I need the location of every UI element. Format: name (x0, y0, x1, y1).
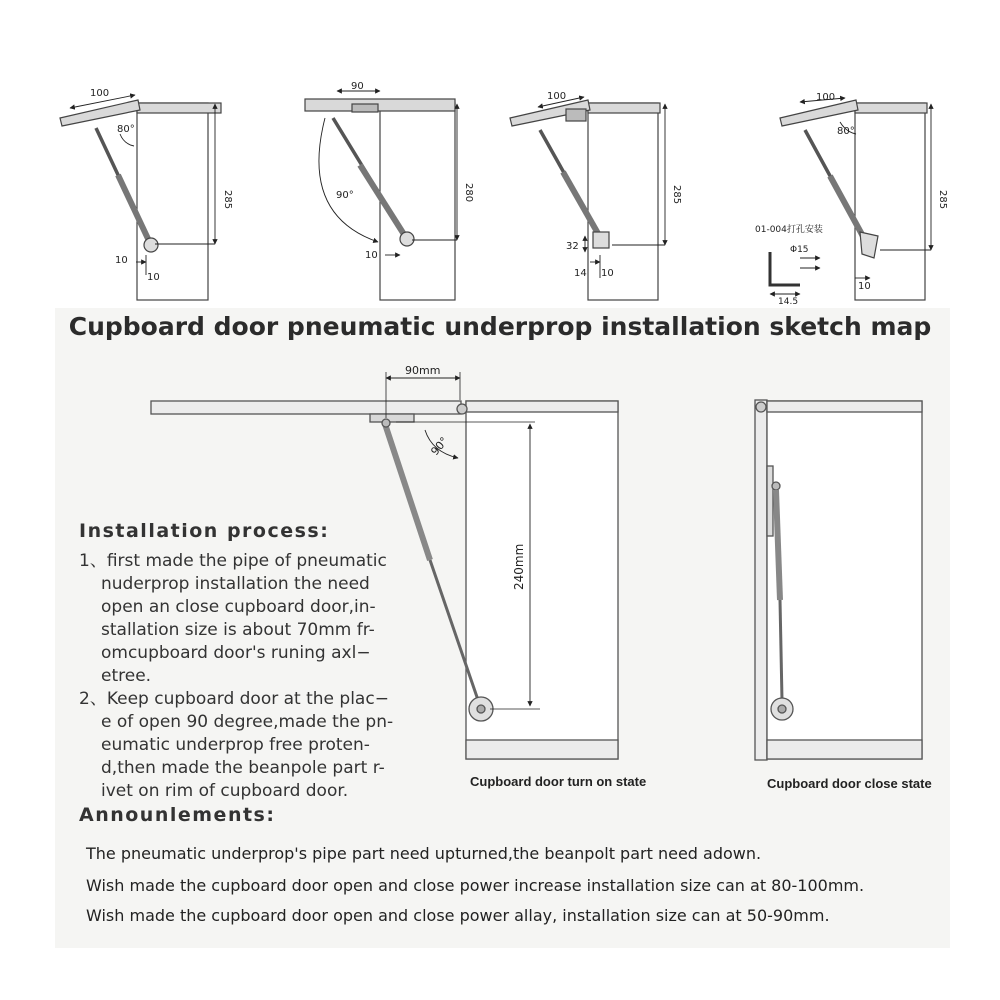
cabinet-top-panel (466, 401, 618, 412)
strut-rod (780, 600, 782, 700)
step1-line: omcupboard door's runing axl− (101, 643, 371, 663)
dim-height-1: 285 (222, 190, 233, 210)
part-label: 01-004打孔安装 (755, 225, 823, 235)
dim-height-2: 280 (463, 183, 474, 203)
main-width-label: 90mm (405, 364, 441, 377)
dim-width-2: 90 (351, 81, 364, 92)
upper-mount (382, 419, 390, 427)
cabinet-body (588, 103, 658, 300)
step2-line: eumatic underprop free proten- (101, 735, 370, 755)
dim-offset-1b: 10 (147, 272, 160, 283)
step2-line: d,then made the beanpole part r- (101, 758, 385, 778)
step1-line: nuderprop installation the need (101, 574, 370, 594)
strut-mount (400, 232, 414, 246)
opened-door (780, 100, 858, 126)
cabinet-top (588, 103, 660, 113)
cabinet-top-panel (767, 401, 922, 412)
dim-width-4: 100 (816, 92, 836, 103)
strut-cylinder (385, 424, 430, 560)
close-state-caption: Cupboard door close state (767, 776, 932, 791)
top-diagram-3 (510, 97, 665, 300)
step2-line: ivet on rim of cupboard door. (101, 781, 349, 801)
cabinet-body (380, 103, 455, 300)
door-hinge-pivot (756, 402, 766, 412)
opened-door (60, 100, 140, 126)
cabinet-top (855, 103, 927, 113)
strut-mount (144, 238, 158, 252)
upper-bracket (767, 466, 773, 536)
installation-step-2 (79, 688, 393, 803)
main-angle-label: 90° (428, 434, 451, 458)
step1-line: open an close cupboard door,in- (101, 597, 376, 617)
announcements-heading: Announlements: (79, 804, 276, 826)
dim-width-1: 100 (90, 88, 110, 99)
hole-diameter: Φ15 (790, 245, 809, 255)
closed-door-panel (755, 400, 767, 760)
step1-line: stallation size is about 70mm fr- (101, 620, 375, 640)
cabinet-bottom-panel (466, 740, 618, 759)
page-title: Cupboard door pneumatic underprop installation sketch map (68, 312, 932, 341)
dim-angle-2: 90° (336, 190, 354, 201)
dim-offset-4: 10 (858, 281, 871, 292)
announcement-line-1: The pneumatic underprop's pipe part need upturned,the beanpolt part need adown. (86, 844, 762, 863)
strut-cylinder (776, 490, 780, 600)
step2-line: e of open 90 degree,made the pn- (101, 712, 394, 732)
dim-angle-1: 80° (117, 124, 135, 135)
main-closed-diagram (755, 400, 922, 760)
cabinet-body (137, 103, 208, 300)
dim-height-4: 285 (937, 190, 948, 210)
cabinet-body (855, 103, 925, 300)
top-diagram-2 (305, 91, 457, 300)
open-state-caption: Cupboard door turn on state (470, 774, 647, 789)
opened-door-panel (151, 401, 461, 414)
strut-mount (860, 232, 878, 258)
announcement-line-2: Wish made the cupboard door open and close power increase installation size can at 80-100mm. (86, 876, 865, 895)
hinge-plate (352, 104, 378, 112)
bracket-size: 14.5 (778, 297, 799, 307)
installation-heading: Installation process: (79, 520, 330, 542)
step1-line: 1、first made the pipe of pneumatic (79, 551, 387, 571)
door-hinge-pivot (457, 404, 467, 414)
installation-step-1 (79, 550, 387, 688)
dim-offset-2: 10 (365, 250, 378, 261)
dim-offset-3a: 32 (566, 241, 579, 252)
main-height-label: 240mm (512, 543, 526, 590)
step1-line: etree. (101, 666, 152, 686)
dim-height-3: 285 (671, 185, 682, 205)
step2-line: 2、Keep cupboard door at the plac− (79, 689, 389, 709)
cabinet-top (137, 103, 221, 113)
dim-width-3: 100 (547, 91, 567, 102)
upper-mount (772, 482, 780, 490)
dim-angle-4: 80° (837, 126, 855, 137)
opened-door-and-top (305, 99, 455, 111)
announcement-line-3: Wish made the cupboard door open and close power allay, installation size can at 50-90mm. (86, 906, 830, 925)
dim-offset-3b: 14 (574, 268, 587, 279)
dim-offset-3c: 10 (601, 268, 614, 279)
hinge-plate (370, 414, 414, 422)
top-diagram-1 (60, 95, 221, 300)
dim-offset-1a: 10 (115, 255, 128, 266)
hinge-bracket (566, 109, 586, 121)
strut-mount (593, 232, 609, 248)
cabinet-bottom-panel (767, 740, 922, 759)
